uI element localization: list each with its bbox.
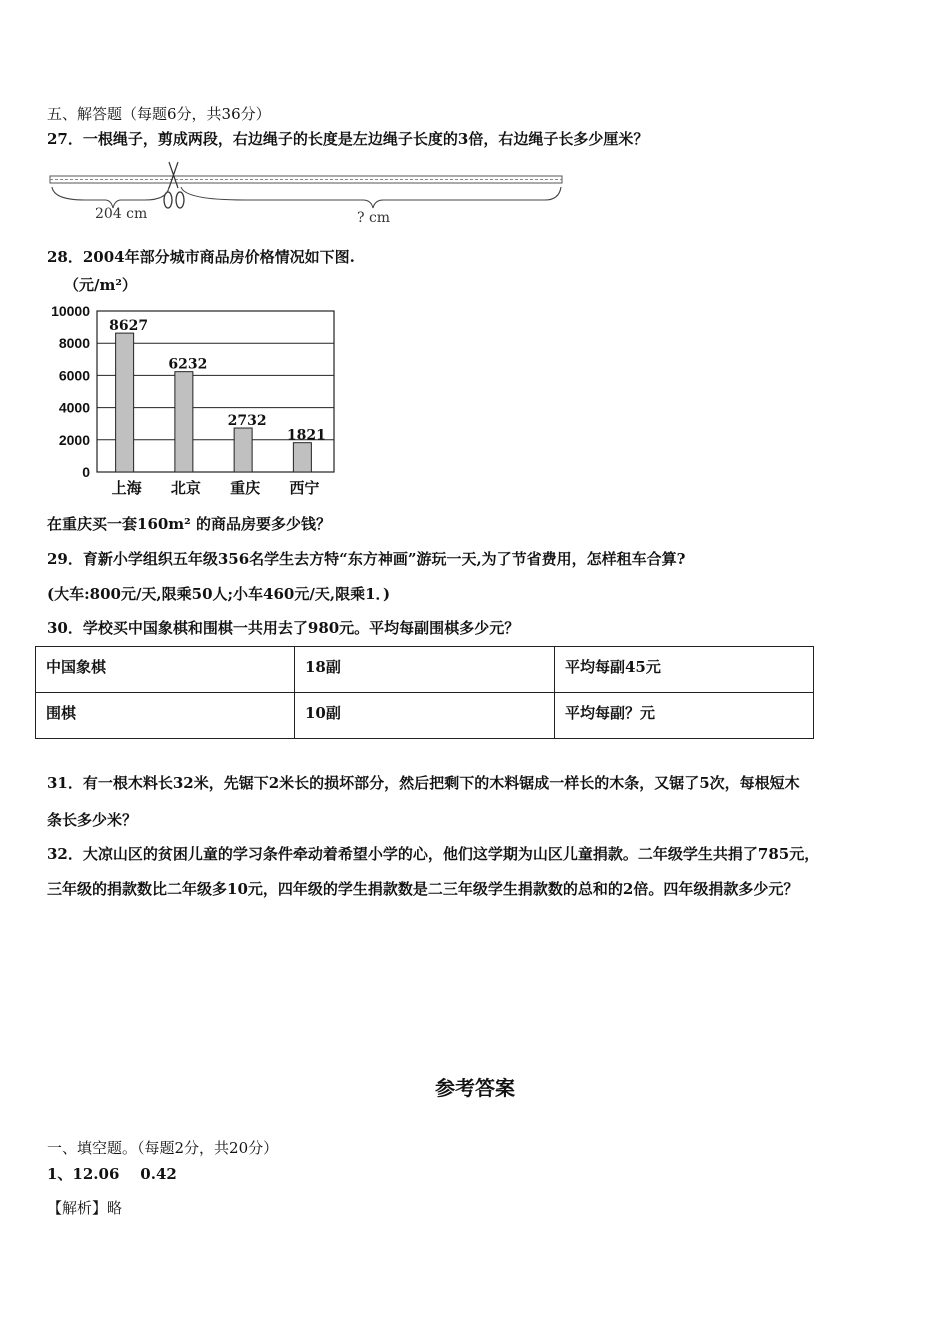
x-tick-label: 上海: [111, 479, 142, 497]
table-row: [36, 647, 814, 693]
answer-1: 1、12.06 0.42: [47, 1165, 177, 1183]
right-brace: [181, 187, 561, 208]
y-tick-label: 8000: [58, 335, 90, 352]
data-label: 2732: [227, 413, 267, 430]
table-cell: 围棋: [36, 693, 295, 739]
table-cell: 平均每副？元: [555, 693, 814, 739]
question-32-line1: 32．大凉山区的贫困儿童的学习条件牵动着希望小学的心，他们这学期为山区儿童捐款。二年级学生共捐了785元，: [47, 845, 820, 863]
table-row: [36, 693, 814, 739]
bar: [175, 372, 193, 472]
question-28: 28．2004年部分城市商品房价格情况如下图.: [47, 248, 355, 266]
table-cell: 18副: [295, 647, 555, 693]
answers-title: 参考答案: [435, 1076, 515, 1100]
x-tick-label: 重庆: [230, 479, 261, 497]
bar: [234, 428, 252, 472]
right-length-label: ? cm: [357, 210, 391, 226]
bar: [293, 443, 311, 472]
data-label: 1821: [286, 427, 326, 444]
question-32-line2: 三年级的捐款数比二年级多10元，四年级的学生捐款数是二三年级学生捐款数的总和的2倍。四年级捐款多少元？: [47, 880, 799, 898]
data-label: 8627: [109, 318, 149, 335]
rope-diagram: [45, 160, 575, 230]
table-cell: 10副: [295, 693, 555, 739]
chess-price-table: [35, 646, 814, 739]
question-30: 30．学校买中国象棋和围棋一共用去了980元。平均每副围棋多少元？: [47, 619, 520, 637]
x-tick-label: 北京: [170, 479, 201, 497]
table-cell: 平均每副45元: [555, 647, 814, 693]
scissors-icon: [164, 162, 184, 208]
question-31-line2: 条长多少米？: [47, 811, 138, 829]
y-tick-label: 4000: [58, 399, 90, 416]
rope: [50, 176, 562, 183]
y-tick-label: 10000: [51, 303, 90, 319]
question-31-line1: 31．有一根木料长32米，先锯下2米长的损坏部分，然后把剩下的木料锯成一样长的木条，又锯了5次，每根短木: [47, 774, 800, 792]
answer-1-analysis: 【解析】略: [47, 1199, 123, 1217]
question-29-note: (大车:800元/天,限乘50人;小车460元/天,限乘1．): [47, 585, 391, 603]
x-tick-label: 西宁: [289, 479, 320, 497]
left-length-label: 204 cm: [95, 206, 148, 222]
section-heading: 五、解答题（每题6分，共36分）: [47, 105, 271, 123]
question-29: 29．育新小学组织五年级356名学生去方特“东方神画”游玩一天,为了节省费用，怎样租车合算?: [47, 550, 686, 568]
bar: [116, 333, 134, 472]
y-tick-label: 0: [82, 464, 90, 480]
answers-section-heading: 一、填空题。（每题2分，共20分）: [47, 1139, 279, 1157]
left-brace: [52, 187, 169, 208]
y-tick-label: 2000: [58, 431, 90, 448]
data-label: 6232: [168, 356, 208, 373]
y-axis-label: （元/m²）: [64, 276, 137, 294]
price-bar-chart: [40, 272, 350, 502]
question-28-ask: 在重庆买一套160m² 的商品房要多少钱？: [47, 515, 331, 533]
y-tick-label: 6000: [58, 367, 90, 384]
question-27: 27．一根绳子，剪成两段，右边绳子的长度是左边绳子长度的3倍，右边绳子长多少厘米？: [47, 130, 649, 148]
table-cell: 中国象棋: [36, 647, 295, 693]
